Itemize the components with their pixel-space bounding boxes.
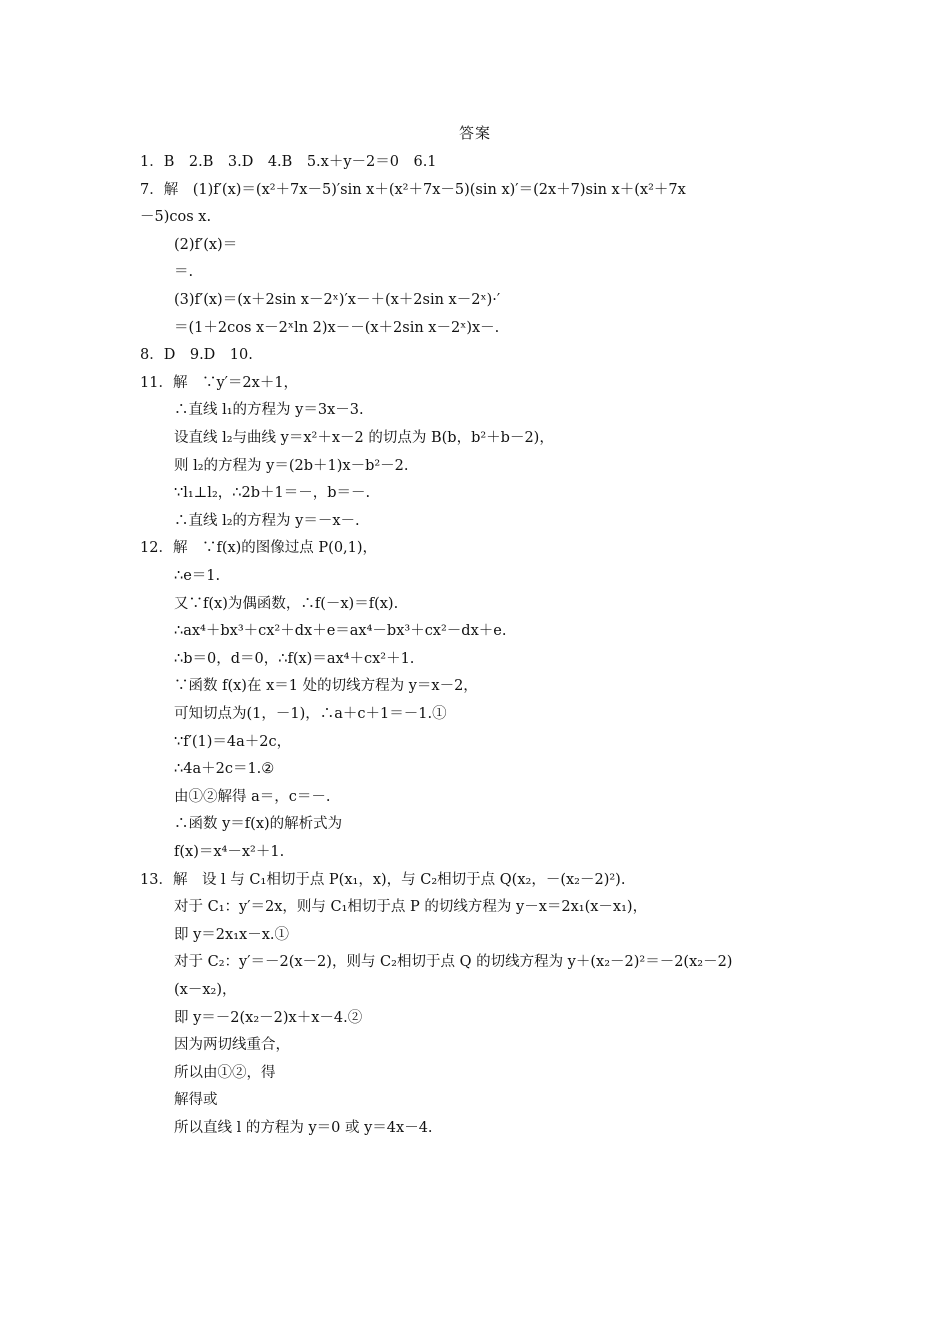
answer-line: －5)cos x. xyxy=(140,209,212,226)
answer-line: 1．B 2.B 3.D 4.B 5.x＋y－2＝0 6.1 xyxy=(140,154,437,170)
answer-line: 13．解 设 l 与 C₁相切于点 P(x₁，x)，与 C₂相切于点 Q(x₂，－(x₂－2)²). xyxy=(140,871,626,888)
answer-line: 即 y＝－2(x₂－2)x＋x－4.② xyxy=(174,1009,363,1026)
answer-line: 12．解 ∵f(x)的图像过点 P(0,1)， xyxy=(140,540,378,557)
answer-line: 可知切点为(1，－1)，∴a＋c＋1＝－1.① xyxy=(174,706,447,722)
answer-line: ∴ax⁴＋bx³＋cx²＋dx＋e＝ax⁴－bx³＋cx²－dx＋e. xyxy=(174,623,507,640)
answer-line: ∴b＝0，d＝0，∴f(x)＝ax⁴＋cx²＋1. xyxy=(174,650,415,667)
answer-line: 由①②解得 a＝，c＝－. xyxy=(174,788,331,805)
answer-line: (2)f′(x)＝ xyxy=(174,236,238,253)
answer-line: 则 l₂的方程为 y＝(2b＋1)x－b²－2. xyxy=(174,457,409,474)
answer-line: ∵l₁⊥l₂，∴2b＋1＝－，b＝－. xyxy=(174,485,371,502)
answer-line: 因为两切线重合， xyxy=(174,1037,290,1054)
answer-line: 对于 C₁：y′＝2x，则与 C₁相切于点 P 的切线方程为 y－x＝2x₁(x－x₁)， xyxy=(174,899,648,916)
answer-line: ∵函数 f(x)在 x＝1 处的切线方程为 y＝x－2， xyxy=(174,678,478,695)
answer-line: f(x)＝x⁴－x²＋1. xyxy=(174,844,285,860)
answer-line: ＝(1＋2cos x－2ˣln 2)x－－(x＋2sin x－2ˣ)x－. xyxy=(174,319,500,336)
answer-line: 8．D 9.D 10. xyxy=(140,347,253,364)
answer-line: 所以直线 l 的方程为 y＝0 或 y＝4x－4. xyxy=(174,1120,433,1136)
answer-line: ∴直线 l₁的方程为 y＝3x－3. xyxy=(174,402,364,419)
answer-line: ∵f′(1)＝4a＋2c， xyxy=(174,733,292,750)
answer-line: 对于 C₂：y′＝－2(x－2)，则与 C₂相切于点 Q 的切线方程为 y＋(x₂－2)²＝－2(x₂－2) xyxy=(174,954,733,971)
answer-line: 7．解 (1)f′(x)＝(x²＋7x－5)′sin x＋(x²＋7x－5)(sin x)′＝(2x＋7)sin x＋(x²＋7x xyxy=(140,181,686,198)
answer-line: 又∵f(x)为偶函数，∴f(－x)＝f(x). xyxy=(174,595,399,612)
page-title: 答案 xyxy=(458,124,491,142)
answer-line: 所以由①②，得 xyxy=(174,1064,276,1081)
answer-line: 11．解 ∵y′＝2x＋1， xyxy=(140,374,299,391)
answer-line: 解得或 xyxy=(174,1092,218,1109)
answer-line: (3)f′(x)＝(x＋2sin x－2ˣ)′x－＋(x＋2sin x－2ˣ)·′ xyxy=(174,292,501,308)
answer-line: ＝. xyxy=(174,264,194,281)
answer-line: (x－x₂)， xyxy=(174,982,237,998)
answer-line: ∴函数 y＝f(x)的解析式为 xyxy=(174,816,343,833)
answer-line: 即 y＝2x₁x－x.① xyxy=(174,926,289,943)
answer-line: 设直线 l₂与曲线 y＝x²＋x－2 的切点为 B(b，b²＋b－2)， xyxy=(174,430,554,446)
answer-line: ∴直线 l₂的方程为 y＝－x－. xyxy=(174,512,360,529)
answer-line: ∴e＝1. xyxy=(174,568,221,584)
answer-line: ∴4a＋2c＝1.② xyxy=(174,761,275,778)
